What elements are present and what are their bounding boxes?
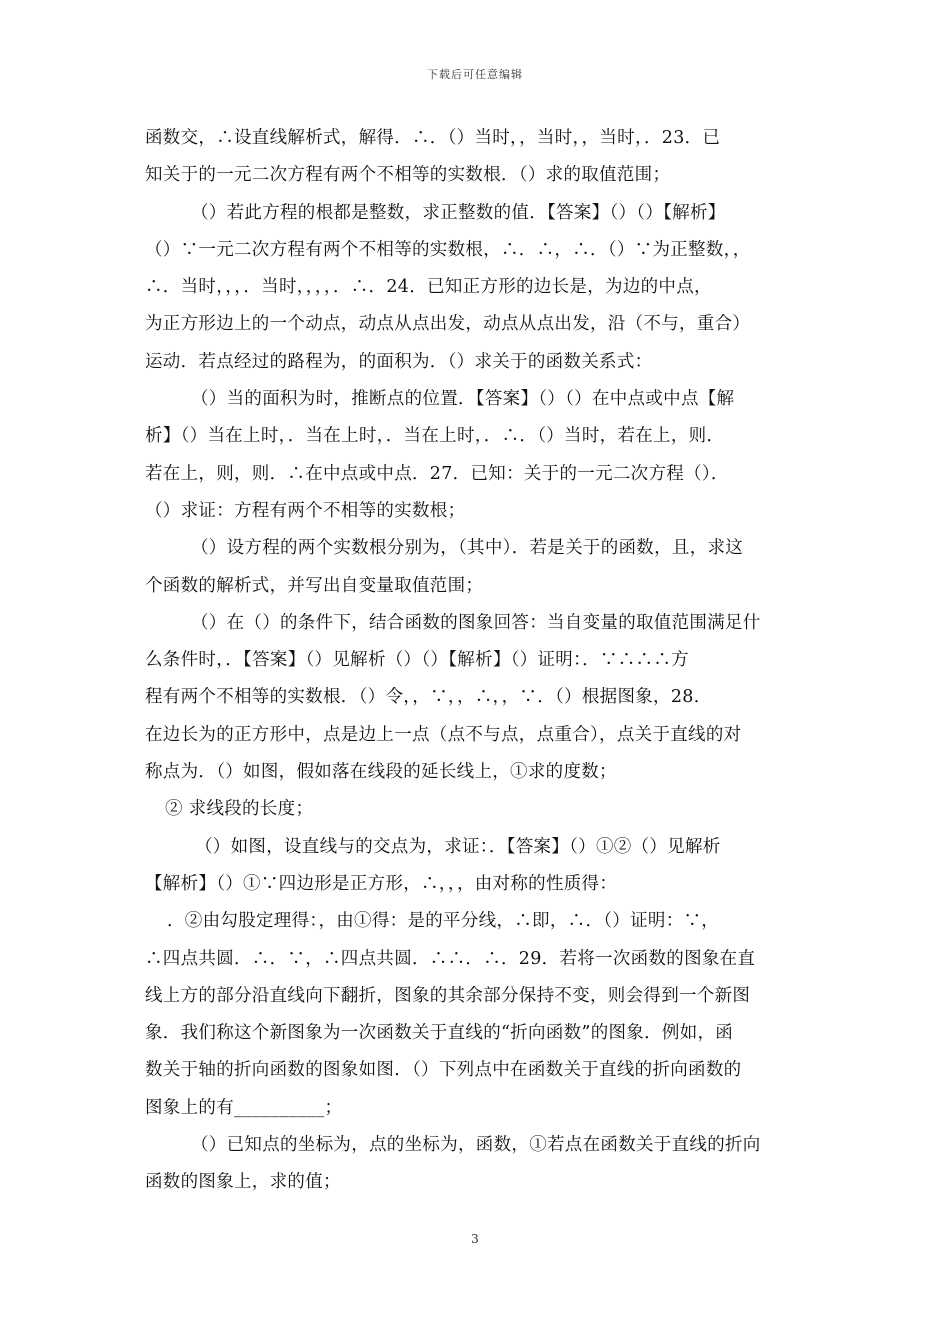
- text-line: 函数的图象上，求的值；: [145, 1172, 341, 1193]
- text-line: ．②由勾股定理得：，由①得：是的平分线，∴即，∴．（）证明：∵，: [167, 911, 720, 932]
- text-line: （）若此方程的根都是整数，求正整数的值．【答案】（）（）【解析】: [191, 202, 726, 223]
- text-line: （）在（）的条件下，结合函数的图象回答：当自变量的取值范围满足什: [191, 612, 761, 633]
- text-line: 图象上的有__________；: [145, 1097, 343, 1118]
- text-line: 么条件时，．【答案】（）见解析（）（）【解析】（）证明：．∵∴∴∴方: [145, 650, 689, 671]
- text-line: 程有两个不相等的实数根．（）令，，∵，，∴，，∵．（）根据图象，28．: [145, 687, 712, 708]
- text-line: 运动．若点经过的路程为，的面积为．（）求关于的函数关系式：: [145, 351, 653, 372]
- text-line: 在边长为的正方形中，点是边上一点（点不与点，点重合），点关于直线的对: [145, 724, 742, 745]
- text-line: 知关于的一元二次方程有两个不相等的实数根．（）求的取值范围；: [145, 165, 671, 186]
- text-line: 个函数的解析式，并写出自变量取值范围；: [145, 575, 484, 596]
- text-line: 析】（）当在上时，．当在上时，．当在上时，．∴．（）当时，若在上，则．: [145, 426, 725, 447]
- text-line: 若在上，则，则．∴在中点或中点．27．已知：关于的一元二次方程（）．: [145, 463, 729, 484]
- text-line: （）求证：方程有两个不相等的实数根；: [145, 500, 466, 521]
- text-line: （）已知点的坐标为，点的坐标为，函数，①若点在函数关于直线的折向: [191, 1135, 761, 1156]
- text-line: 象．我们称这个新图象为一次函数关于直线的“折向函数”的图象．例如，函: [145, 1023, 734, 1044]
- page-number: 3: [471, 1232, 479, 1246]
- text-line: ∴．当时，，，．当时，，，，．∴．24．已知正方形的边长是，为边的中点，: [145, 277, 712, 298]
- text-line: ∴四点共圆．∴．∵，∴四点共圆．∴∴．∴．29．若将一次函数的图象在直: [145, 948, 756, 969]
- text-line: 【解析】（）①∵四边形是正方形，∴，，，由对称的性质得：: [145, 873, 618, 894]
- document-body: [145, 120, 810, 1202]
- text-line: 数关于轴的折向函数的图象如图．（）下列点中在函数关于直线的折向函数的: [145, 1060, 742, 1081]
- text-line: （）当的面积为时，推断点的位置．【答案】（）（）在中点或中点【解: [191, 389, 735, 410]
- text-line: （）设方程的两个实数根分别为，（其中）．若是关于的函数，且，求这: [191, 538, 744, 559]
- text-line: 函数交，∴设直线解析式，解得．∴．（）当时，，当时，，当时，．23．已: [145, 128, 721, 148]
- text-line: ② 求线段的长度；: [165, 799, 314, 820]
- text-line: （）∵一元二次方程有两个不相等的实数根，∴．∴，∴．（）∵为正整数，，: [145, 239, 751, 260]
- text-line: 线上方的部分沿直线向下翻折，图象的其余部分保持不变，则会得到一个新图: [145, 985, 751, 1006]
- page-header: 下载后可任意编辑: [427, 68, 523, 81]
- text-line: 为正方形边上的一个动点，动点从点出发，动点从点出发，沿（不与，重合）: [145, 314, 751, 335]
- text-line: （）如图，设直线与的交点为，求证：．【答案】（）①②（）见解析: [195, 836, 721, 857]
- text-line: 称点为．（）如图，假如落在线段的延长线上，①求的度数；: [145, 762, 617, 783]
